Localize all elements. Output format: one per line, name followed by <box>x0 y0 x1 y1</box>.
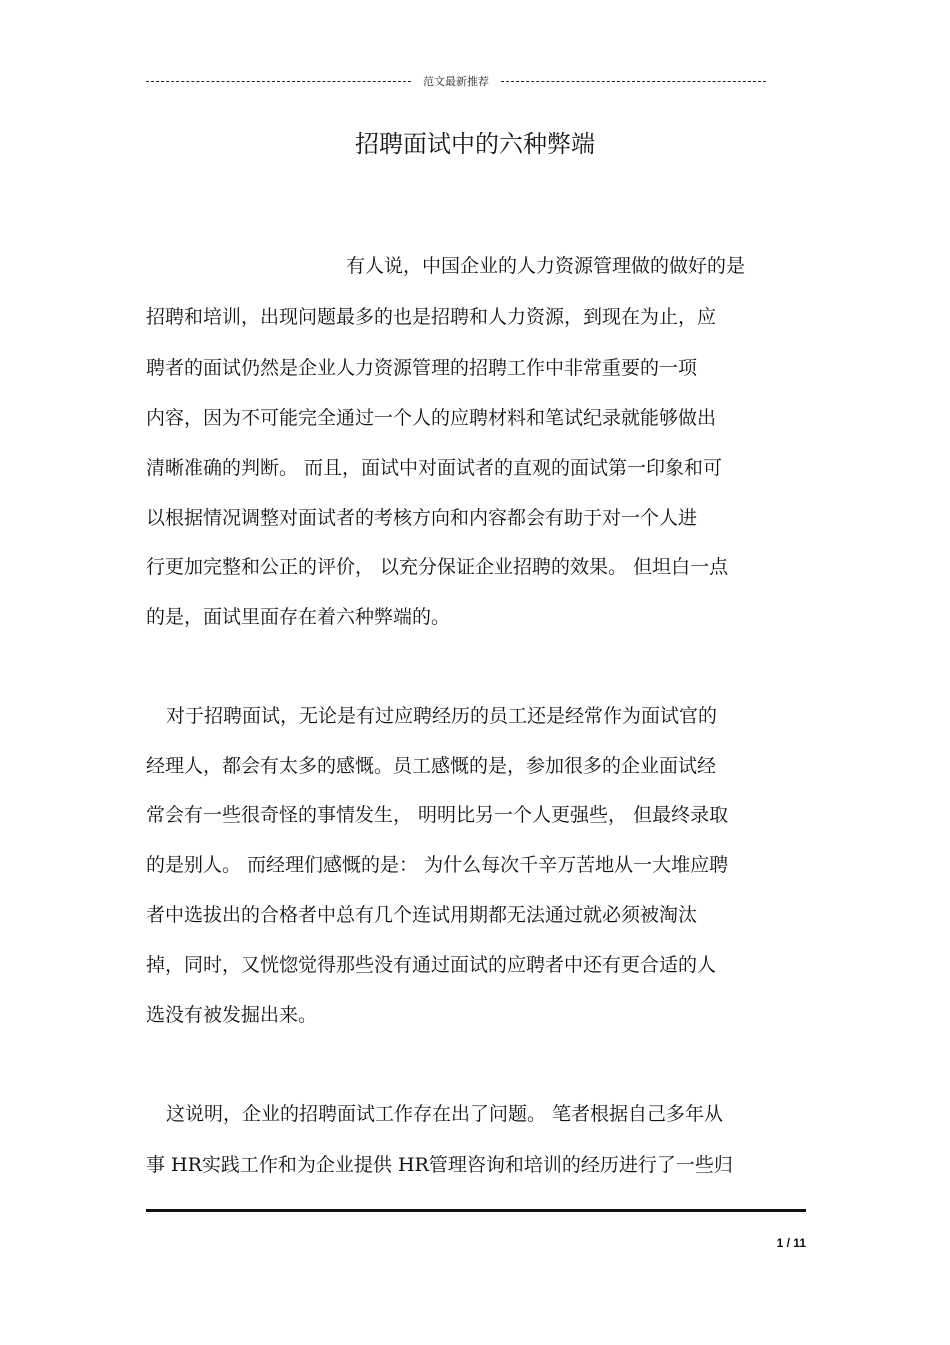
paragraph-2-line-7: 选没有被发掘出来。 <box>146 1004 318 1026</box>
paragraph-1-line-5: 清晰准确的判断。 而且，面试中对面试者的直观的面试第一印象和可 <box>146 457 723 479</box>
header-label: 范文最新推荐 <box>423 75 489 88</box>
paragraph-2-line-5: 者中选拔出的合格者中总有几个连试用期都无法通过就必须被淘汰 <box>146 904 698 926</box>
paragraph-1-line-7: 行更加完整和公正的评价， 以充分保证企业招聘的效果。 但坦白一点 <box>146 556 729 578</box>
header-dash-left <box>146 81 411 82</box>
paragraph-2-line-4: 的是别人。 而经理们感慨的是： 为什么每次千辛万苦地从一大堆应聘 <box>146 854 729 876</box>
paragraph-2-line-6: 掉，同时，又恍惚觉得那些没有通过面试的应聘者中还有更合适的人 <box>146 954 717 976</box>
paragraph-3-line-2: 事 HR实践工作和为企业提供 HR管理咨询和培训的经历进行了一些归 <box>146 1154 733 1176</box>
document-title: 招聘面试中的六种弊端 <box>355 130 595 158</box>
paragraph-1-line-1: 有人说，中国企业的人力资源管理做的做好的是 <box>346 255 746 277</box>
footer-rule <box>146 1209 806 1212</box>
paragraph-1-line-4: 内容，因为不可能完全通过一个人的应聘材料和笔试纪录就能够做出 <box>146 407 717 429</box>
paragraph-2-line-1: 对于招聘面试，无论是有过应聘经历的员工还是经常作为面试官的 <box>166 705 718 727</box>
paragraph-1-line-2: 招聘和培训，出现问题最多的也是招聘和人力资源，到现在为止，应 <box>146 306 717 328</box>
paragraph-1-line-3: 聘者的面试仍然是企业人力资源管理的招聘工作中非常重要的一项 <box>146 357 698 379</box>
paragraph-2-line-3: 常会有一些很奇怪的事情发生， 明明比另一个人更强些， 但最终录取 <box>146 804 729 826</box>
paragraph-1-line-6: 以根据情况调整对面试者的考核方向和内容都会有助于对一个人进 <box>146 507 698 529</box>
header-dash-right <box>501 81 766 82</box>
paragraph-2-line-2: 经理人，都会有太多的感慨。员工感慨的是，参加很多的企业面试经 <box>146 755 717 777</box>
page-header <box>146 72 766 90</box>
paragraph-3-line-1: 这说明，企业的招聘面试工作存在出了问题。 笔者根据自己多年从 <box>166 1103 724 1125</box>
paragraph-1-line-8: 的是，面试里面存在着六种弊端的。 <box>146 606 451 628</box>
page-number: 1 / 11 <box>776 1236 806 1250</box>
